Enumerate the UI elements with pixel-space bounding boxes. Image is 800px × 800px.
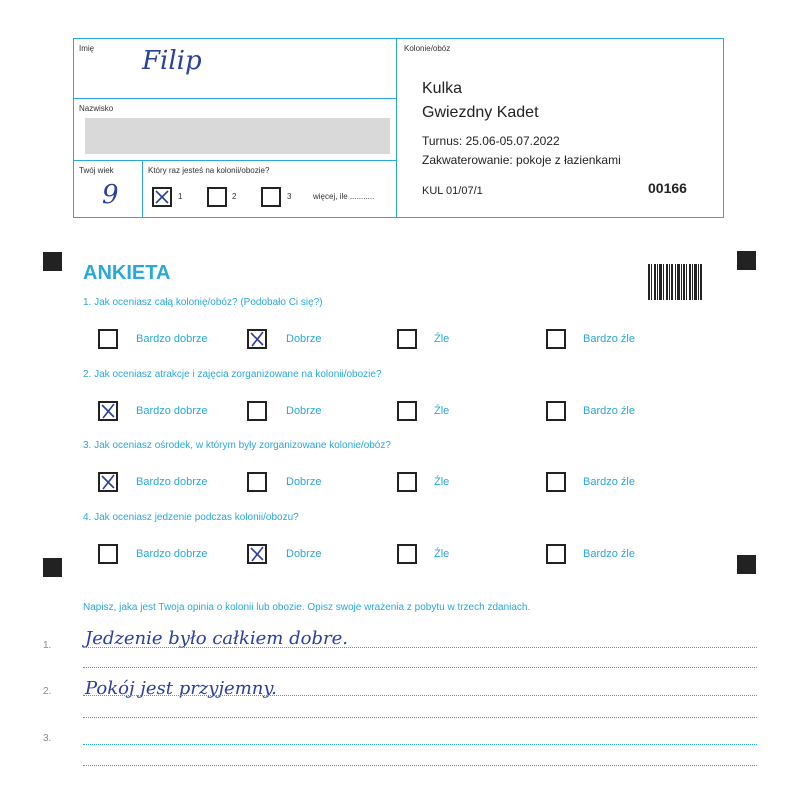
question-3-option-label: Bardzo źle [583, 476, 635, 488]
times-checkbox-3[interactable] [261, 187, 281, 207]
name-handwritten: Filip [142, 46, 202, 76]
x-mark-icon [154, 189, 170, 205]
times-option-1: 1 [178, 192, 183, 201]
question-2-option-label: Bardzo źle [583, 405, 635, 417]
survey-title: ANKIETA [83, 262, 171, 284]
question-1-option-label: Źle [434, 333, 450, 345]
surname-label: Nazwisko [79, 104, 114, 113]
colony-program: Gwiezdny Kadet [422, 104, 539, 121]
times-more-field[interactable]: więcej, ile ........... [313, 192, 375, 201]
question-4-checkbox-4[interactable] [546, 544, 566, 564]
question-1-text: 1. Jak oceniasz całą kolonię/obóz? (Podobało Ci się?) [83, 297, 323, 308]
question-3-checkbox-3[interactable] [397, 472, 417, 492]
x-mark-icon [249, 331, 265, 347]
registration-marker [737, 251, 756, 270]
question-4-option-label: Źle [434, 548, 450, 560]
question-1-checkbox-1[interactable] [98, 329, 118, 349]
question-3-text: 3. Jak oceniasz ośrodek, w którym były zorganizowane kolonie/obóz? [83, 440, 391, 451]
colony-code: KUL 01/07/1 [422, 185, 483, 197]
opinion-line-1[interactable]: Jedzenie było całkiem dobre. [85, 628, 348, 649]
writing-line [83, 744, 757, 745]
x-mark-icon [249, 546, 265, 562]
age-handwritten: 9 [102, 180, 119, 210]
question-1-option-label: Bardzo źle [583, 333, 635, 345]
question-3-checkbox-2[interactable] [247, 472, 267, 492]
question-3-option-label: Dobrze [286, 476, 322, 488]
question-4-option-label: Dobrze [286, 548, 322, 560]
x-mark-icon [100, 403, 116, 419]
colony-name: Kulka [422, 80, 463, 97]
opinion-line-2[interactable]: Pokój jest przyjemny. [85, 678, 277, 699]
question-2-checkbox-1[interactable] [98, 401, 118, 421]
name-label: Imię [79, 44, 95, 53]
question-1-option-label: Bardzo dobrze [136, 333, 208, 345]
x-mark-icon [100, 474, 116, 490]
question-1-checkbox-4[interactable] [546, 329, 566, 349]
question-2-checkbox-2[interactable] [247, 401, 267, 421]
question-4-checkbox-2[interactable] [247, 544, 267, 564]
question-4-checkbox-3[interactable] [397, 544, 417, 564]
form-number: 00166 [648, 180, 687, 196]
barcode-icon [648, 264, 702, 300]
question-2-option-label: Dobrze [286, 405, 322, 417]
colony-label: Kolonie/obóz [404, 44, 451, 53]
question-4-option-label: Bardzo źle [583, 548, 635, 560]
surname-redaction [85, 118, 390, 154]
times-checkbox-2[interactable] [207, 187, 227, 207]
question-2-checkbox-3[interactable] [397, 401, 417, 421]
divider [142, 160, 143, 218]
writing-line [83, 695, 757, 696]
question-4-checkbox-1[interactable] [98, 544, 118, 564]
opinion-prompt: Napisz, jaka jest Twoja opinia o kolonii lub obozie. Opisz swoje wrażenia z pobytu w trzech zdaniach. [83, 602, 531, 613]
question-4-text: 4. Jak oceniasz jedzenie podczas kolonii/obozu? [83, 512, 299, 523]
question-1-option-label: Dobrze [286, 333, 322, 345]
registration-marker [43, 558, 62, 577]
divider [73, 160, 397, 161]
age-label: Twój wiek [79, 166, 114, 175]
question-1-checkbox-3[interactable] [397, 329, 417, 349]
registration-marker [737, 555, 756, 574]
times-checkbox-1[interactable] [152, 187, 172, 207]
question-2-checkbox-4[interactable] [546, 401, 566, 421]
question-1-checkbox-2[interactable] [247, 329, 267, 349]
line-number: 1. [43, 640, 52, 651]
line-number: 3. [43, 733, 52, 744]
times-label: Który raz jesteś na kolonii/obozie? [148, 166, 270, 175]
question-3-option-label: Źle [434, 476, 450, 488]
question-3-option-label: Bardzo dobrze [136, 476, 208, 488]
turnus-text: Turnus: 25.06-05.07.2022 [422, 134, 560, 148]
writing-line [83, 717, 757, 718]
line-number: 2. [43, 686, 52, 697]
writing-line [83, 765, 757, 766]
question-3-checkbox-4[interactable] [546, 472, 566, 492]
writing-line [83, 647, 757, 648]
registration-marker [43, 252, 62, 271]
question-4-option-label: Bardzo dobrze [136, 548, 208, 560]
question-2-option-label: Bardzo dobrze [136, 405, 208, 417]
times-option-3: 3 [287, 192, 292, 201]
question-3-checkbox-1[interactable] [98, 472, 118, 492]
question-2-option-label: Źle [434, 405, 450, 417]
divider [73, 98, 397, 99]
writing-line [83, 667, 757, 668]
times-option-2: 2 [232, 192, 237, 201]
question-2-text: 2. Jak oceniasz atrakcje i zajęcia zorganizowane na kolonii/obozie? [83, 369, 382, 380]
accommodation-text: Zakwaterowanie: pokoje z łazienkami [422, 153, 621, 167]
